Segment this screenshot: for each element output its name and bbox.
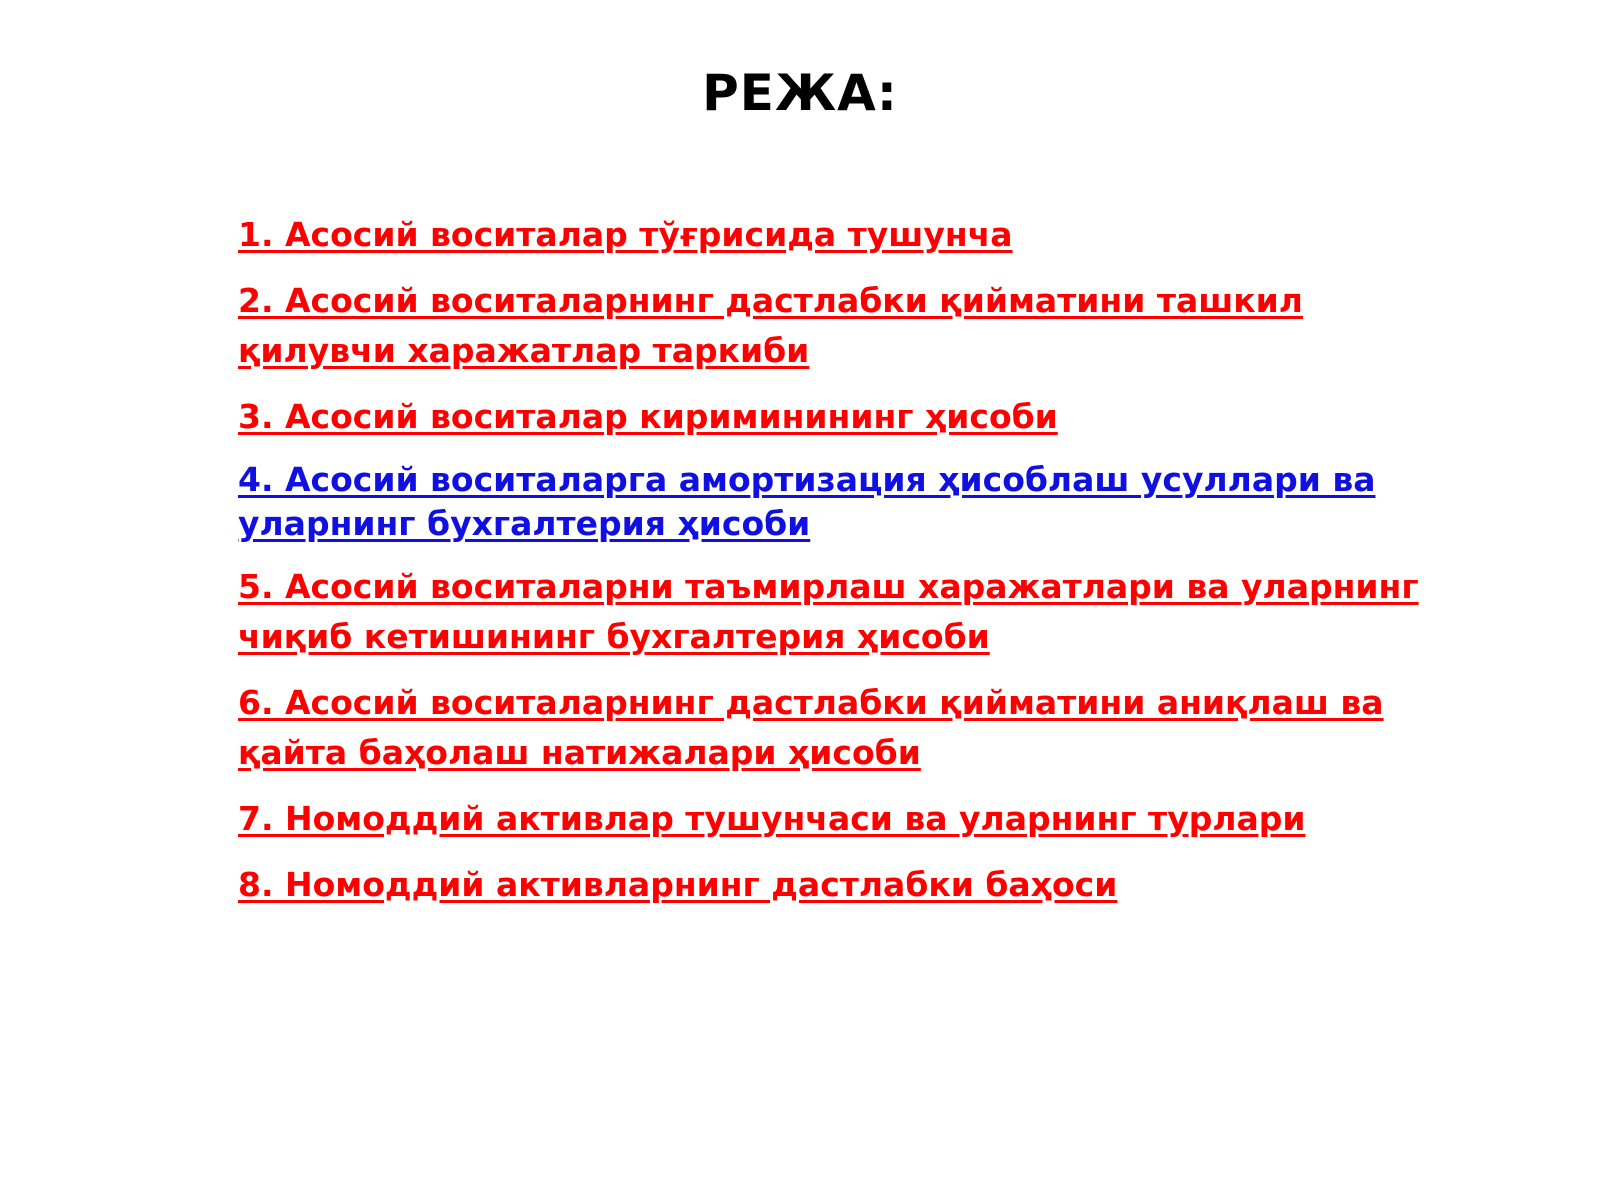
page-title: РЕЖА: [702,64,898,122]
plan-link-6[interactable]: 6. Асосий воситаларнинг дастлабки қийматини аниқлаш ва қайта баҳолаш натижалари ҳисоби [238,683,1384,772]
plan-item-5 [238,562,1468,662]
plan-link-4[interactable]: 4. Асосий воситаларга амортизация ҳисоблаш усуллари ва уларнинг бухгалтерия ҳисоби [238,460,1376,543]
plan-link-2[interactable]: 2. Асосий воситаларнинг дастлабки қийматини ташкил қилувчи харажатлар таркиби [238,281,1303,370]
plan-link-7[interactable]: 7. Номоддий активлар тушунчаси ва уларнинг турлари [238,799,1306,838]
plan-link-1[interactable]: 1. Асосий воситалар тўғрисида тушунча [238,215,1013,254]
plan-item-8 [238,860,1468,910]
plan-item-3 [238,392,1468,442]
plan-item-1 [238,210,1468,260]
plan-item-4 [238,458,1468,546]
plan-list [238,210,1468,926]
plan-link-5[interactable]: 5. Асосий воситаларни таъмирлаш харажатлари ва уларнинг чиқиб кетишининг бухгалтерия ҳисоби [238,567,1419,656]
plan-link-3[interactable]: 3. Асосий воситалар кириминининг ҳисоби [238,397,1058,436]
plan-item-7 [238,794,1468,844]
plan-item-6 [238,678,1468,778]
plan-item-2 [238,276,1468,376]
plan-link-8[interactable]: 8. Номоддий активларнинг дастлабки баҳоси [238,865,1118,904]
